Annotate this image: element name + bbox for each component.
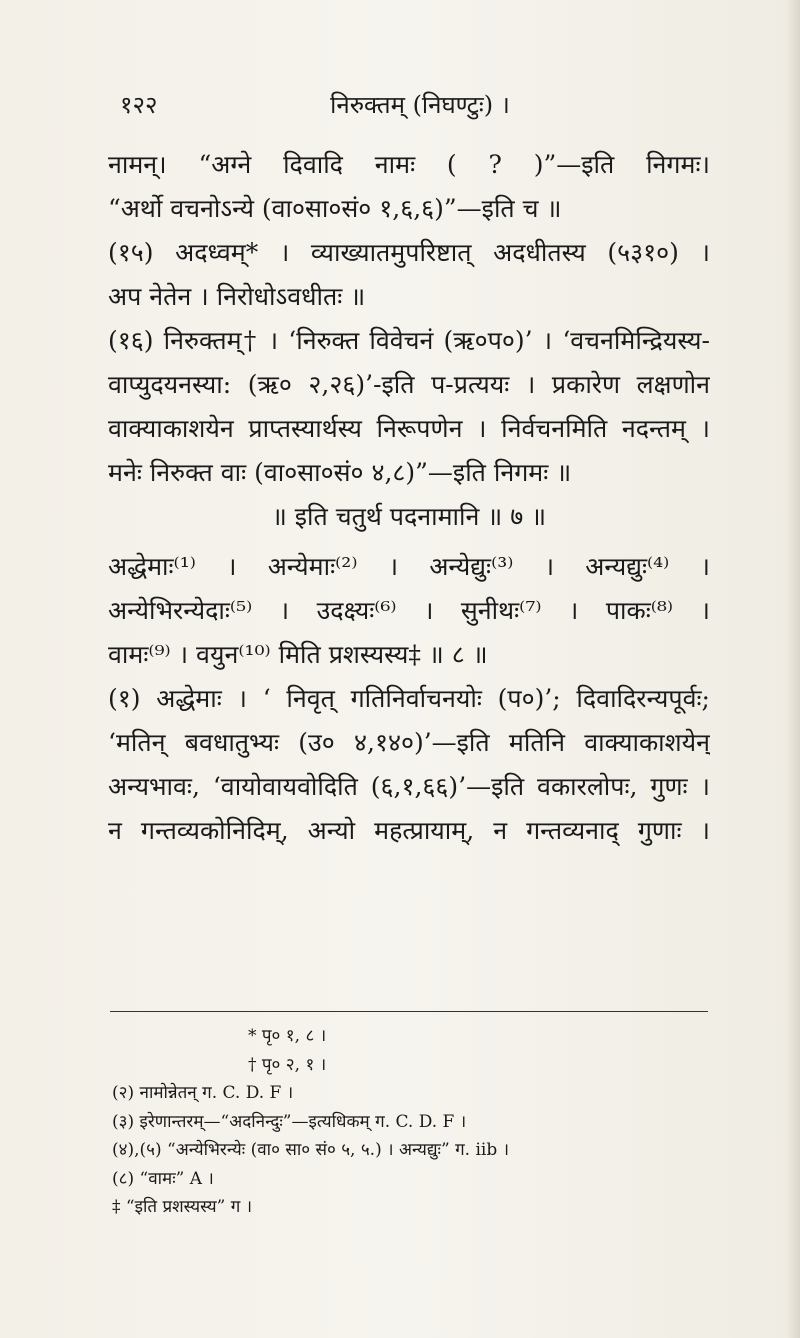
text-line: न गन्तव्यकोनिदिम्, अन्यो महत्प्रायाम्, न गन्तव्यनाद् गुणाः । bbox=[108, 816, 710, 845]
footnote-line: (४),(५) “अन्येभिरन्येः (वा० सा० सं० ५, ५.) । अन्यद्युः” ग. iib । bbox=[112, 1140, 510, 1160]
text-line: वाक्याकाशयेन प्राप्तस्यार्थस्य निरूपणेन । निर्वचनमिति नदन्तम् । bbox=[108, 414, 710, 443]
footnote-line: (८) “वामः” A । bbox=[112, 1168, 214, 1189]
running-title: निरुक्तम् (निघण्टुः) । bbox=[330, 91, 510, 119]
text-line: अन्यभावः, ‘वायोवायवोदिति (६,१,६६)’—इति वकारलोपः, गुणः । bbox=[108, 772, 710, 801]
footnote-divider bbox=[110, 1011, 708, 1012]
text-line: अप नेतेन । निरोधोऽवधीतः ॥ bbox=[108, 282, 366, 311]
text-line: ॥ इति चतुर्थ पदनामानि ॥ ७ ॥ bbox=[271, 502, 547, 531]
footnote-line: ‡ “इति प्रशस्यस्य” ग । bbox=[112, 1197, 253, 1217]
footnote-line: (२) नामोन्नेतन् ग. C. D. F । bbox=[112, 1083, 294, 1103]
text-line: अद्धेमाः⁽¹⁾ । अन्येमाः⁽²⁾ । अन्येद्युः⁽³⁾ । अन्यद्युः⁽⁴⁾ । bbox=[108, 552, 710, 581]
page-header bbox=[120, 88, 720, 118]
text-line: वाप्युदयनस्या: (ऋ० २,२६)’-इति प-प्रत्ययः । प्रकारेण लक्षणोन bbox=[108, 370, 710, 399]
text-line: अन्येभिरन्येदाः⁽⁵⁾ । उदक्ष्यः⁽⁶⁾ । सुनीथः⁽⁷⁾ । पाकः⁽⁸⁾ । bbox=[108, 596, 710, 625]
text-line: वामः⁽⁹⁾ । वयुन⁽¹⁰⁾ मिति प्रशस्यस्य‡ ॥ ८ ॥ bbox=[108, 640, 488, 669]
footnote-line: * पृ० १, ८ । bbox=[248, 1026, 327, 1046]
text-line: नामन्। “अग्ने दिवादि नामः ( ? )”—इति निगमः। bbox=[108, 150, 710, 179]
text-line: (१६) निरुक्तम्† । ‘निरुक्त विवेचनं (ऋ०प०)’ । ‘वचनमिन्द्रियस्य- bbox=[108, 326, 710, 355]
main-text bbox=[108, 143, 710, 853]
text-line: “अर्थो वचनोऽन्ये (वा०सा०सं० १,६,६)”—इति च ॥ bbox=[108, 194, 562, 223]
page-edge-shadow bbox=[786, 0, 800, 1338]
page-number: १२२ bbox=[120, 91, 158, 119]
footnote-line: (३) इरेणान्तरम्—“अदनिन्दुः”—इत्यधिकम् ग. C. D. F । bbox=[112, 1111, 467, 1132]
text-line: (१५) अदध्वम्* । व्याख्यातमुपरिष्टात् अदधीतस्य (५३१०) । bbox=[108, 238, 710, 267]
footnote-line: † पृ० २, १ । bbox=[248, 1054, 327, 1075]
text-line: ‘मतिन् बवधातुभ्यः (उ० ४,१४०)’—इति मतिनि वाक्याकाशयेन् bbox=[108, 728, 710, 757]
text-line: मनेः निरुक्त वाः (वा०सा०सं० ४,८)”—इति निगमः ॥ bbox=[108, 458, 572, 487]
text-line: (१) अद्धेमाः । ‘ निवृत् गतिनिर्वाचनयोः (प०)’; दिवादिरन्यपूर्वः; bbox=[108, 684, 710, 713]
footnotes bbox=[112, 1022, 712, 1222]
